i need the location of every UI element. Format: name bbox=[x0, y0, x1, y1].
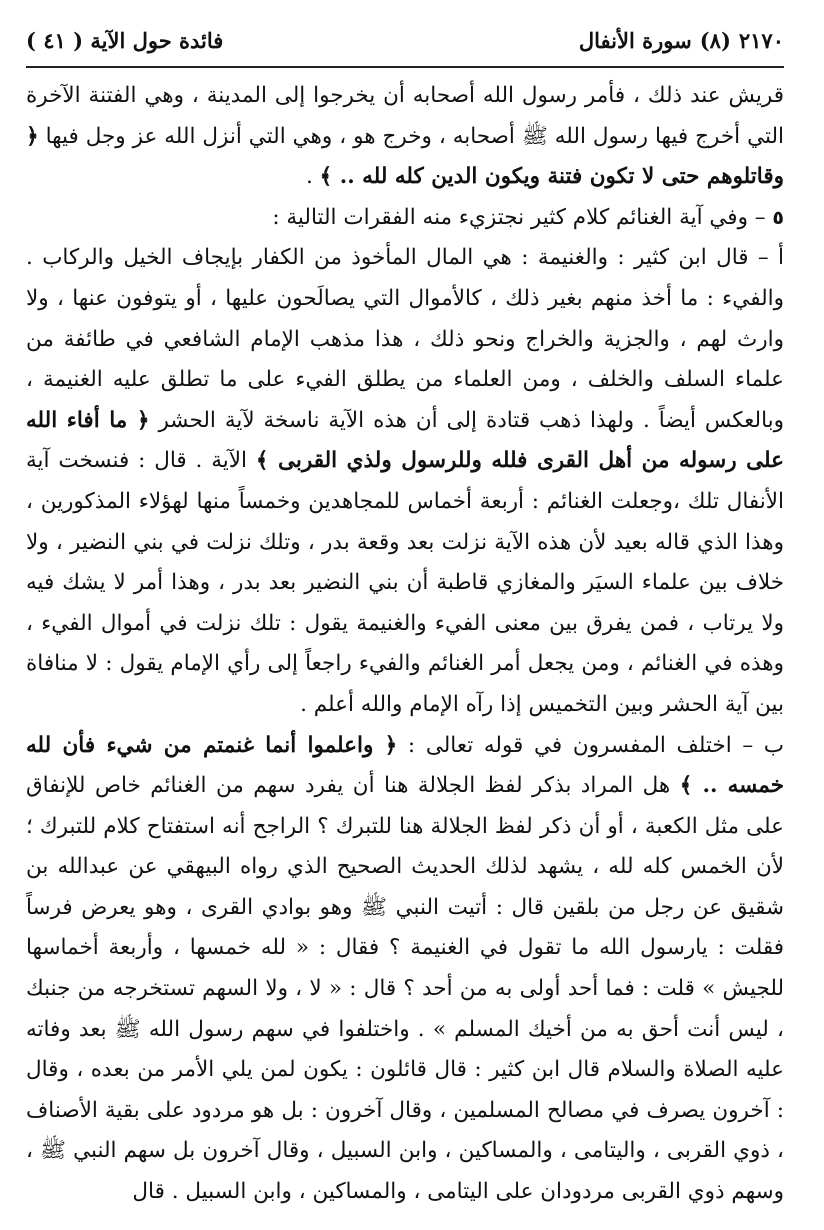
paragraph-2-text: – وفي آية الغنائم كلام كثير نجتزيء منه الفقرات التالية : bbox=[272, 204, 773, 230]
part-number: (٨) bbox=[699, 28, 731, 53]
surah-name: سورة الأنفال bbox=[578, 28, 692, 53]
section-title: فائدة حول الآية ( ٤١ ) bbox=[26, 28, 224, 53]
running-header bbox=[26, 28, 784, 66]
quran-verse-2: ﴿ ما أفاء الله على رسوله من أهل القرى فلله وللرسول ولذي القربى ﴾ bbox=[26, 407, 785, 474]
page-number: ٢١٧٠ bbox=[738, 28, 784, 53]
paragraph-4-text: ب – اختلف المفسرون في قوله تعالى : bbox=[407, 732, 784, 758]
paragraph-3-text: أ – قال ابن كثير : والغنيمة : هي المال المأخوذ من الكفار بإيجاف الخيل والركاب . والفيء : ما أخذ منهم بغير ذلك ، كالأموال التي يصالَحون عليها ، أو يتوفون عنها ، ولا وارث لهم ، والجزية والخراج ونحو ذلك ، هذا مذهب الإمام الشافعي في طائفة من علماء السلف والخلف ، ومن العلماء من يطلق الفيء على ما تطلق عليه الغنيمة ، وبالعكس أيضاً . ولهذا ذهب قتادة إلى أن هذه الآية ناسخة لآية الحشر bbox=[26, 245, 785, 433]
paragraph-1 bbox=[26, 76, 784, 198]
paragraph-3-continuation: الآية . قال : فنسخت آية الأنفال تلك ،وجعلت الغنائم : أربعة أخماس للمجاهدين وخمساً منها لهؤلاء المذكورين ، وهذا الذي قاله بعيد لأن هذه الآية نزلت بعد وقعة بدر ، وتلك نزلت في بني النضير ، ولا خلاف بين علماء السيَر والمغازي قاطبة أن بني النضير بعد بدر ، وهذا أمر لا يشك فيه ولا يرتاب ، فمن يفرق بين معنى الفيء والغنيمة يقول : تلك نزلت في أموال الفيء ، وهذه في الغنائم ، ومن يجعل أمر الغنائم والفيء راجعاً إلى رأي الإمام يقول : لا منافاة بين آية الحشر وبين التخميس إذا رآه الإمام والله أعلم . bbox=[26, 448, 784, 717]
paragraph-1-text: قريش عند ذلك ، فأمر رسول الله أصحابه أن يخرجوا إلى المدينة ، وهي الفتنة الآخرة التي أخرج فيها رسول الله ﷺ أصحابه ، وخرج هو ، وهي التي أنزل الله عز وجل فيها bbox=[26, 83, 784, 149]
header-right-group bbox=[579, 28, 784, 53]
header-divider bbox=[26, 66, 784, 68]
paragraph-4 bbox=[26, 726, 784, 1213]
paragraph-3 bbox=[26, 238, 784, 725]
page-body bbox=[26, 76, 784, 1213]
paragraph-4-continuation: هل المراد بذكر لفظ الجلالة هنا أن يفرد سهم من الغنائم خاص للإنفاق على مثل الكعبة ، أو أن ذكر لفظ الجلالة هنا للتبرك ؟ الراجح أنه استفتاح كلام للتبرك ؛ لأن الخمس كله لله ، يشهد لذلك الحديث الصحيح الذي رواه البيهقي عن عبدالله بن شقيق عن رجل من بلقين قال : أتيت النبي ﷺ وهو بوادي القرى ، وهو يعرض فرساً فقلت : يارسول الله ما تقول في الغنيمة ؟ فقال : « لله خمسها ، وأربعة أخماسها للجيش » قلت : فما أحد أولى به من أحد ؟ قال : « لا ، ولا السهم تستخرجه من جنبك ، ليس أنت أحق به من أخيك المسلم » . واختلفوا في سهم رسول الله ﷺ بعد وفاته عليه الصلاة والسلام قال ابن كثير : قال قائلون : يكون لمن يلي الأمر من بعده ، وقال : آخرون يصرف في مصالح المسلمين ، وقال آخرون : بل هو مردود على بقية الأصناف ، ذوي القربى ، واليتامى ، والمساكين ، وابن السبيل ، وقال آخرون بل سهم النبي ﷺ ، وسهم ذوي القربى مردودان على اليتامى ، والمساكين ، وابن السبيل . قال bbox=[26, 773, 784, 1205]
quran-verse-3: ﴿ واعلموا أنما غنمتم من شيء فأن لله خمسه .. ﴾ bbox=[26, 732, 784, 799]
paragraph-1-end: . bbox=[305, 164, 320, 190]
quran-verse-1: ﴿ وقاتلوهم حتى لا تكون فتنة ويكون الدين كله لله .. ﴾ bbox=[26, 123, 784, 190]
section-number: ٥ bbox=[772, 206, 784, 229]
paragraph-2 bbox=[26, 198, 784, 239]
